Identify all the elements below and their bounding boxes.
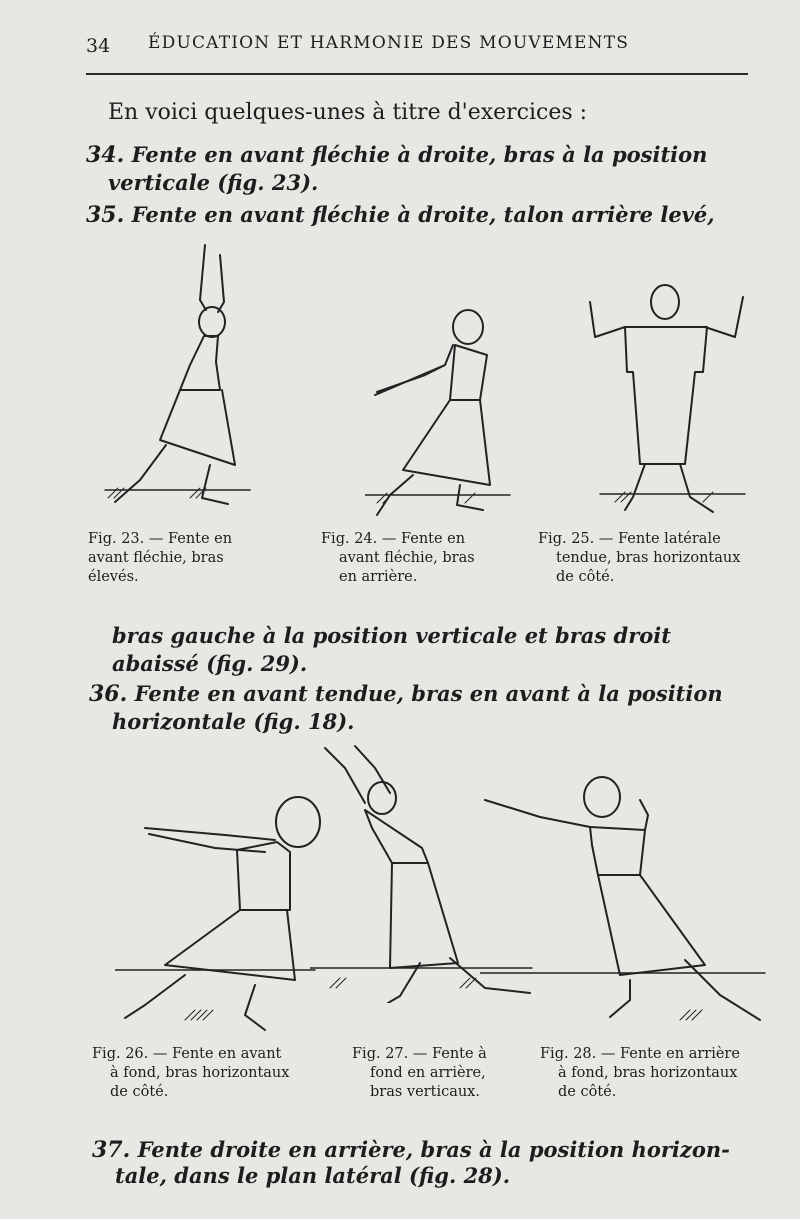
exercise-36-number: 36. [89,681,128,707]
figure-28-illustration [480,775,770,1030]
exercise-37-text-2: tale, dans le plan latéral (fig. 28). [115,1163,511,1188]
figure-27-caption [352,1045,487,1102]
page-number: 34 [86,35,111,57]
header-rule [86,73,748,75]
figure-24-caption [321,530,475,587]
figure-23-caption-2: avant fléchie, bras [88,550,224,566]
page-header [86,30,748,70]
exercise-34-line1 [86,141,707,169]
figure-23-caption-1: Fig. 23. — Fente en [88,531,233,547]
intro-text: En voici quelques-unes à titre d'exercices : [108,100,588,125]
figure-26-caption-2: à fond, bras horizontaux [110,1065,290,1081]
figure-28-caption-2: à fond, bras horizontaux [558,1065,738,1081]
figure-28-caption-3: de côté. [558,1084,617,1100]
exercise-35-text-2: bras gauche à la position verticale et bras droit [112,623,671,648]
figure-25-illustration [585,282,750,522]
figure-24-caption-3: en arrière. [339,569,418,585]
exercise-35-text-1: Fente en avant fléchie à droite, talon arrière levé, [131,202,715,227]
exercise-36-text-2: horizontale (fig. 18). [112,709,355,734]
figure-24-caption-2: avant fléchie, bras [339,550,475,566]
exercise-36-line1 [89,680,723,708]
figure-23-illustration [100,240,260,515]
exercise-35-text-3: abaissé (fig. 29). [112,651,308,676]
exercise-34-text-2: verticale (fig. 23). [108,170,319,195]
figure-23-caption [88,530,232,587]
figure-26-caption [92,1045,289,1102]
exercise-34-text-1: Fente en avant fléchie à droite, bras à la position [131,142,708,167]
running-head: ÉDUCATION ET HARMONIE DES MOUVEMENTS [148,33,630,53]
figure-24-illustration [365,300,515,525]
exercise-34-number: 34. [86,142,125,168]
exercise-35-number: 35. [86,202,125,228]
exercise-37-number: 37. [92,1137,131,1163]
figure-26-illustration [115,790,330,1040]
exercise-35-line1 [86,201,715,229]
figure-28-caption [540,1045,740,1102]
figure-27-caption-2: fond en arrière, [370,1065,486,1081]
figure-26-caption-1: Fig. 26. — Fente en avant [92,1046,282,1062]
figure-27-caption-3: bras verticaux. [370,1084,480,1100]
exercise-37-text-1: Fente droite en arrière, bras à la position horizon- [137,1137,730,1162]
figure-25-caption [538,530,740,587]
figure-25-caption-2: tendue, bras horizontaux [556,550,741,566]
figure-25-caption-3: de côté. [556,569,615,585]
figure-24-caption-1: Fig. 24. — Fente en [321,531,466,547]
figure-23-caption-3: élevés. [88,569,139,585]
figure-28-caption-1: Fig. 28. — Fente en arrière [540,1046,740,1062]
figure-27-caption-1: Fig. 27. — Fente à [352,1046,487,1062]
figure-25-caption-1: Fig. 25. — Fente latérale [538,531,721,547]
exercise-36-text-1: Fente en avant tendue, bras en avant à la position [134,681,723,706]
exercise-37-line1 [92,1136,730,1164]
figure-26-caption-3: de côté. [110,1084,169,1100]
